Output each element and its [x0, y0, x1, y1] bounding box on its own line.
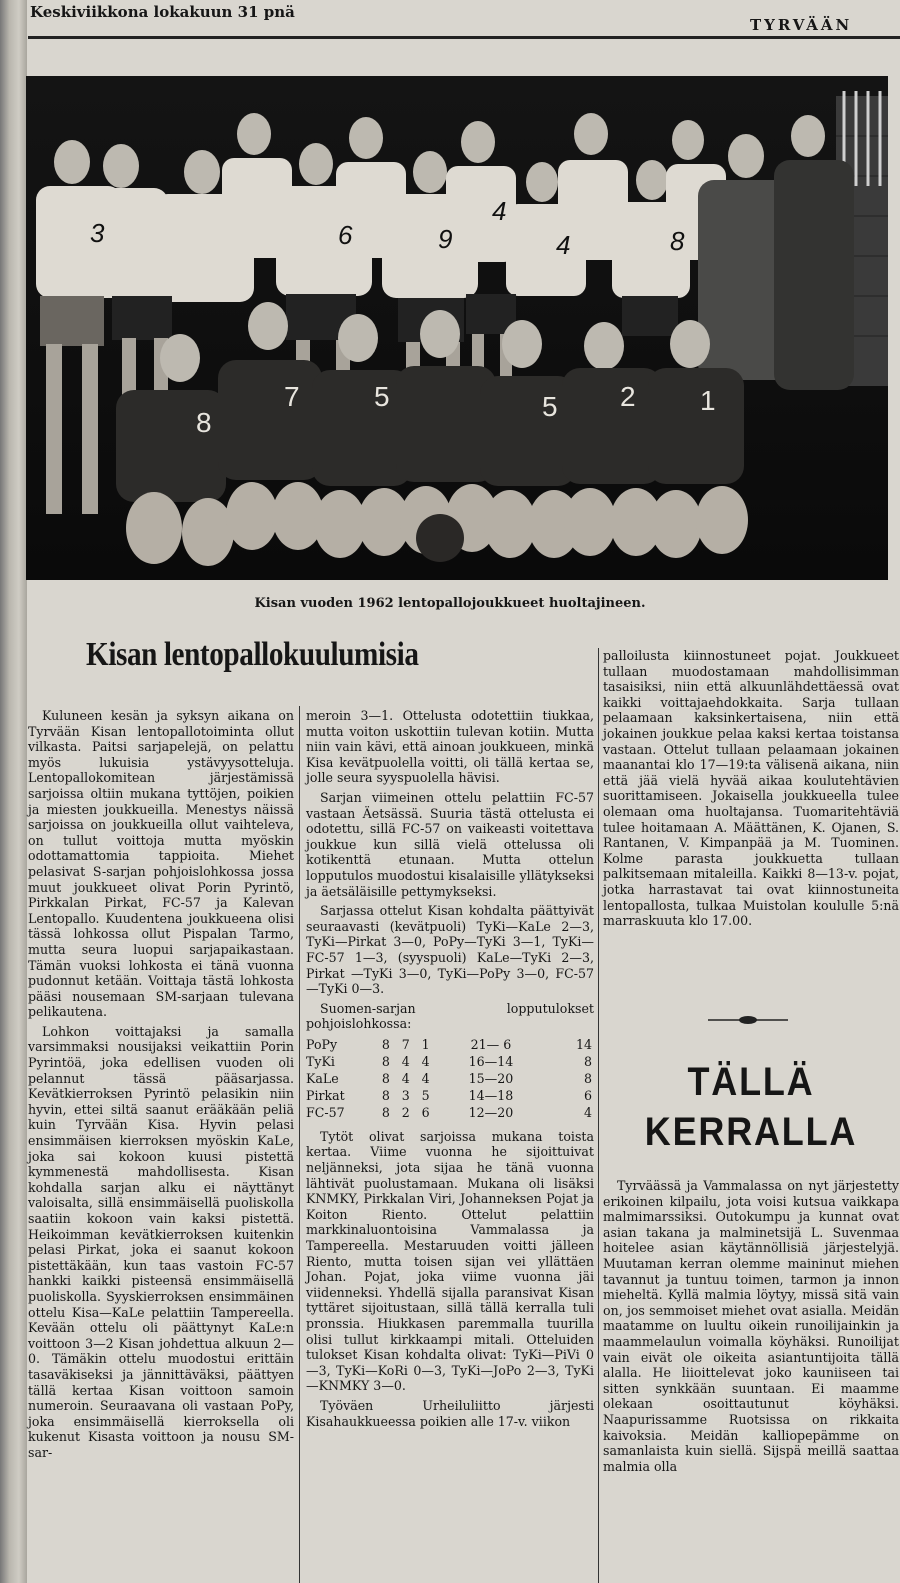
table-row [306, 1070, 596, 1087]
jersey-number: 3 [90, 218, 105, 248]
issue-date: Keskiviikkona lokakuun 31 pnä [30, 3, 295, 21]
paragraph: Lohkon voittajaksi ja samalla varsimmaksi nousijaksi veikattiin Porin Pyrintöä, joka edellisen vuoden oli pelannut tässä pääsarjassa. Kevätkierroksen Pyrintö pelasikin niin hyvin, ettei siltä saanut erääkään peliä kuin Tyrvään Kisa. Hyvin pelasi ensimmäisen kierroksen myöskin KaLe, joka sai kokoon kuusi pistettä kymmenestä mahdollisesta. Kisan kohdalla sarjan alku ei näyttänyt valoisalta, sillä ensimmäisellä puoliskolla saatiin kokoon vain kaksi pistettä. Heikoimman kevätkierroksen kuitenkin pelasi Pirkat, joka ei saanut kokoon pistettäkään, kun taas vastoin FC-57 hankki kaikki pisteensä ensimmäisellä puoliskolla. Syyskierroksen ensimmäinen ottelu Kisa—KaLe pelattiin Tampereella. Kevään ottelu oli päättynyt KaLe:n voittoon 3—2 Kisan johdettua alkuun 2—0. Tämäkin ottelu muodostui erittäin tasaväkiseksi ja jännittäväksi, päättyen tällä kertaa Kisan voittoon samoin numeroin. Seuraavana oli vastaan PoPy, joka ensimmäisellä kierroksella oli kukenut Kisasta voittoon ja nousu SM-sar- [28, 1023, 294, 1460]
table-cell: 4 [583, 1104, 592, 1120]
table-cell: 3 [401, 1087, 410, 1103]
table-cell: 6 [421, 1104, 430, 1120]
jersey-number: 6 [338, 220, 353, 250]
table-cell: 8 [583, 1070, 592, 1086]
jersey-number: 9 [438, 224, 453, 254]
article-headline: Kisan lentopallokuulumisia [86, 636, 419, 673]
table-cell: TyKi [306, 1053, 335, 1069]
paragraph: meroin 3—1. Ottelusta odotettiin tiukkaa, mutta voiton uskottiin tulevan kotiin. Mutta niin vain kävi, että ainoan joukkueen, minkä Kisa kevätpuolella voitti, oli tällä kertaa se, jolle seura syyspuolella hävisi. [306, 708, 594, 786]
paragraph: palloilusta kiinnostuneet pojat. Joukkueet tullaan muodostamaan mahdollisimman tasaisiksi, niin että alkuunlähdettäessä ovat kaikki voittajaehdokkaita. Sarja tullaan pelaamaan kaksinkertaisena, niin että jokainen joukkue pelaa kaksi kertaa toistansa vastaan. Ottelut tullaan pelaamaan jokainen maanantai klo 17—19:ta välisenä aikana, niin että jää vielä hyvää aikaa koulutehtävien suorittamiseen. Jokaisella joukkueella tulee olemaan oma huoltajansa. Tuomaritehtäviä tulee hoitamaan A. Määttänen, K. Ojanen, S. Rantanen, V. Kimpanpää ja M. Tuominen. Kolme parasta joukkuetta tullaan palkitsemaan mitaleilla. Kaikki 8—13-v. pojat, jotka harrastavat tai ovat kiinnostuneita lentopallosta, tulkaa Muistolan koululle 5:nä marraskuuta klo 17.00. [603, 648, 899, 929]
jersey-number: 1 [700, 385, 716, 416]
table-row [306, 1036, 596, 1053]
table-cell: 14—18 [468, 1087, 514, 1103]
column-rule [598, 648, 599, 1583]
table-cell: 2 [401, 1104, 410, 1120]
table-cell: 8 [381, 1087, 390, 1103]
table-cell: 6 [583, 1087, 592, 1103]
jersey-number: 5 [542, 391, 558, 422]
paragraph: Tyrväässä ja Vammalassa on nyt järjestetty erikoinen kilpailu, jota voisi kutsua vaikkapa malmimarssiksi. Outokumpu ja kunnat ovat asian takana ja malminetsijä L. Suvenmaa hoitelee asian käytännöllisiä järjestelyjä. Muutaman kerran olemme maininut miehen tavannut ja tuntuu toimen, tarmon ja innon mieheltä. Kyllä malmia löytyy, missä sitä vain on, jos semmoiset miehet ovat asialla. Meidän maatamme on luultu oikein runoilijainkin ja maammelaulun voimalla köyhäksi. Runoilijat vain eivät ole oikeita asiantuntijoita tällä alalla. He liioittelevat joko kauniiseen tai sitten synkkään suuntaan. Ei maamme olekaan osoittautunut köyhäksi. Naapurissamme Ruotsissa on rikkaita kaivoksia. Meidän kalliopерämme on samanlaista kuin siellä. Sijspä meillä saattaa malmia olla [603, 1178, 899, 1474]
table-cell: PoPy [306, 1036, 338, 1052]
table-cell: Pirkat [306, 1087, 345, 1103]
previous-page-edge [0, 0, 22, 1583]
table-row [306, 1053, 596, 1070]
photo-caption: Kisan vuoden 1962 lentopallojoukkueet huoltajineen. [254, 596, 646, 611]
table-cell: 16—14 [468, 1053, 514, 1069]
article-column-3 [603, 648, 899, 933]
column-title-line-2: KERRALLA [644, 1110, 858, 1154]
jersey-number: 4 [492, 196, 507, 226]
jersey-number: 8 [196, 407, 212, 438]
table-cell: 8 [381, 1104, 390, 1120]
team-photo [26, 76, 888, 580]
table-cell: 15—20 [468, 1070, 514, 1086]
newspaper-name: TYRVÄÄN [750, 16, 853, 34]
paragraph: Työväen Urheiluliitto järjesti Kisahaukkueessa poikien alle 17-v. viikon [306, 1397, 594, 1429]
table-cell: 8 [583, 1053, 592, 1069]
table-cell: 4 [421, 1053, 430, 1069]
table-cell: 7 [401, 1036, 410, 1052]
column-rule [299, 706, 300, 1583]
table-cell: KaLe [306, 1070, 339, 1086]
jersey-number: 5 [374, 381, 390, 412]
article-column-2 [306, 708, 594, 1433]
jersey-number: 8 [670, 226, 685, 256]
table-cell: 4 [401, 1053, 410, 1069]
article-column-1 [28, 708, 294, 1465]
table-row [306, 1104, 596, 1121]
table-row [306, 1087, 596, 1104]
table-cell: 12—20 [468, 1104, 514, 1120]
header-rule [28, 36, 900, 39]
paragraph: Kuluneen kesän ja syksyn aikana on Tyrvään Kisan lentopallotoiminta ollut vilkasta. Paitsi sarjapelejä, on pelattu myös lukuisia ystävyysotteluja. Lentopallokomitean järjestämissä sarjoissa oltiin mukana tyttöjen, poikien ja miesten joukkueilla. Menestys näissä sarjoissa on joukkueilla ollut vaihteleva, on tullut voittoja mutta myöskin odottamattomia tappioita. Miehet pelasivat S-sarjan pohjoislohkossa jossa muut joukkueet olivat Porin Pyrintö, Pirkkalan Pirkat, FC-57 ja Kalevan Lentopallo. Kuudentena joukkueena olisi tässä lohkossa ollut Pispalan Tarmo, mutta seura luopui sarjapaikastaan. Tämän vuoksi lohkosta ei tänä vuonna pudonnut ketään. Voittaja tästä lohkosta pääsi nousemaan SM-sarjaan tulevana pelikautena. [28, 708, 294, 1020]
jersey-number: 2 [620, 381, 636, 412]
column-title-line-1: TÄLLÄ [687, 1060, 815, 1104]
table-cell: 5 [421, 1087, 430, 1103]
column-text-talla-kerralla [603, 1178, 899, 1478]
table-cell: 4 [401, 1070, 410, 1086]
paragraph: Tytöt olivat sarjoissa mukana toista kertaa. Viime vuonna he sijoittuivat neljänneksi, jota sijaa he tänä vuonna lähtivät puolustamaan. Mukana oli lisäksi KNMKY, Pirkkalan Viri, Johanneksen Pojat ja Koiton Riento. Ottelut pelattiin markkinaluontoisina Vammalassa ja Tampereella. Mestaruuden voitti jälleen Riento, mutta toisen sijan vei yllättäen Johan. Pojat, joka viime vuonna jäi viidenneksi. Yhdellä sijalla paransivat Kisan tyttäret sijoitustaan, sillä tällä kerralla tuli pronssia. Hiukkasen paremmalla tuurilla olisi tullut kirkkaampi mitali. Otteluiden tulokset Kisan kohdalta olivat: TyKi—PiVi 0—3, TyKi—KoRi 0—3, TyKi—JoPo 2—3, TyKi—KNMKY 3—0. [306, 1128, 594, 1394]
paragraph: Sarjassa ottelut Kisan kohdalta päättyivät seuraavasti (kevätpuoli) TyKi—KaLe 2—3, TyKi—Pirkat 3—0, PoPy—TyKi 3—1, TyKi—FC-57 1—3, (syyspuoli) KaLe—TyKi 2—3, Pirkat —TyKi 3—0, TyKi—PoPy 3—0, FC-57—TyKi 0—3. [306, 903, 594, 997]
table-cell: 1 [421, 1036, 430, 1052]
table-cell: 8 [381, 1053, 390, 1069]
table-cell: 21— 6 [470, 1036, 512, 1052]
table-cell: 8 [381, 1036, 390, 1052]
paragraph: Sarjan viimeinen ottelu pelattiin FC-57 vastaan Äetsässä. Suuria tästä ottelusta ei odotettu, sillä FC-57 on vaikeasti voitettava joukkue kun sillä vielä ottelussa oli kotikenttä etunaan. Mutta ottelun lopputulos muodostui kisalaisille yllätykseksi ja äetsäläisille pettymykseksi. [306, 789, 594, 899]
jersey-number: 7 [284, 381, 300, 412]
league-standings-table [306, 1036, 596, 1121]
table-cell: 8 [381, 1070, 390, 1086]
table-cell: FC-57 [306, 1104, 345, 1120]
section-divider-ornament [708, 1015, 788, 1025]
jersey-number: 4 [556, 230, 571, 260]
table-cell: 14 [575, 1036, 592, 1052]
table-cell: 4 [421, 1070, 430, 1086]
paragraph: Suomen-sarjan lopputulokset pohjoislohkossa: [306, 1000, 594, 1032]
